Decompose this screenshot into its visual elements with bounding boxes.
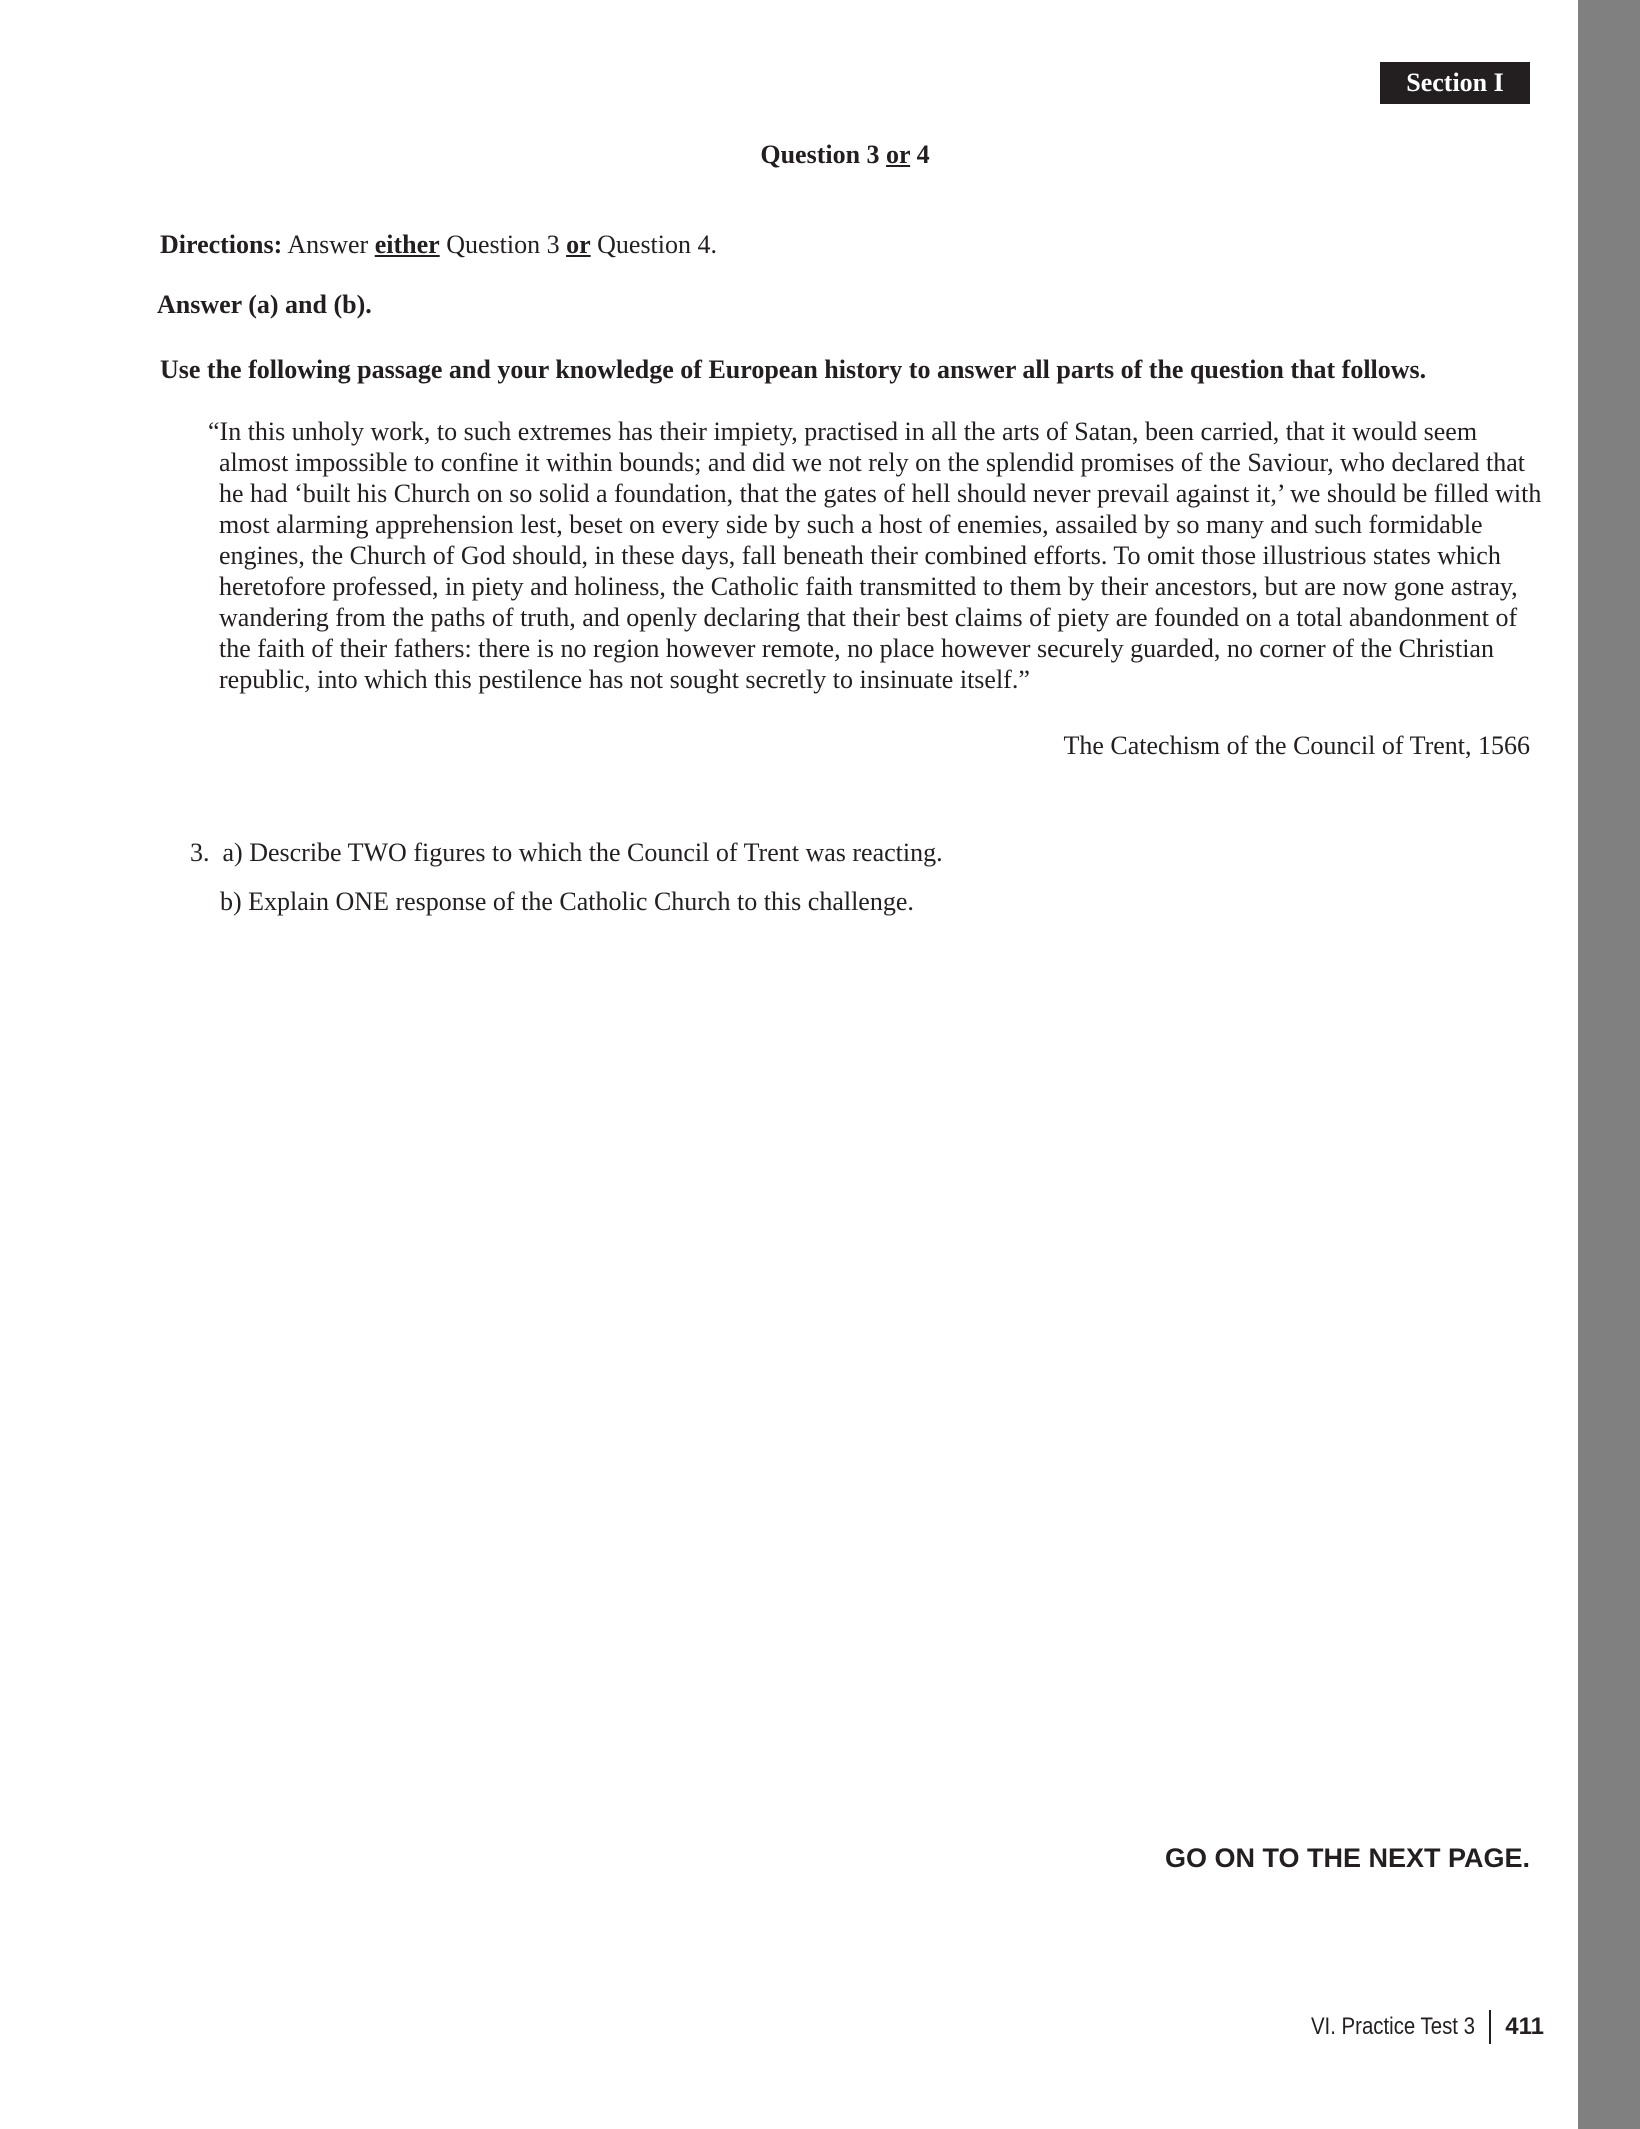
directions-either: either — [374, 230, 440, 259]
question-part-b: b) Explain ONE response of the Catholic Church to this challenge. — [220, 887, 914, 916]
question-title-or: or — [886, 140, 911, 169]
footer-divider — [1489, 2010, 1491, 2044]
directions-label: Directions: — [160, 230, 283, 259]
directions-or: or — [566, 230, 591, 259]
directions-text3: Question 4. — [590, 230, 718, 259]
passage-quote: “In this unholy work, to such extremes has their impiety, practised in all the arts of Satan, been carried, that it would seem almost impossible to confine it within bounds; and did we not rely on the splendid promises of the Saviour, who declared that he had ‘built his Church on so solid a foundation, that the gates of hell should never prevail against it,’ we should be filled with most alarming apprehension lest, beset on every side by such a host of enemies, assailed by so many and such formidable engines, the Church of God should, in these days, fall beneath their combined efforts. To omit those illustrious states which heretofore professed, in piety and holiness, the Catholic faith transmitted to them by their ancestors, but are now gone astray, wandering from the paths of truth, and openly declaring that their best claims of piety are founded on a total abandonment of the faith of their fathers: there is no region however remote, no place however securely guarded, no corner of the Christian republic, into which this pestilence has not sought secretly to insinuate itself.” — [208, 417, 1542, 694]
page-number: 411 — [1505, 2013, 1544, 2040]
go-on-notice: GO ON TO THE NEXT PAGE. — [1164, 1843, 1530, 1873]
answer-instruction: Answer (a) and (b). — [157, 290, 372, 319]
directions-text1: Answer — [282, 230, 375, 259]
footer-chapter-label: VI. Practice Test 3 — [1311, 2013, 1476, 2040]
directions — [160, 230, 717, 260]
question-title — [0, 140, 1640, 170]
question-part-a: a) Describe TWO figures to which the Council of Trent was reacting. — [222, 838, 943, 867]
passage-source: The Catechism of the Council of Trent, 1566 — [1063, 731, 1530, 760]
page-edge-band — [1578, 0, 1640, 2129]
directions-text2: Question 3 — [439, 230, 567, 259]
question-number: 3. — [190, 838, 210, 867]
question-3a — [190, 838, 943, 868]
question-title-part2: 4 — [910, 140, 930, 169]
question-title-part1: Question 3 — [760, 140, 887, 169]
page-footer — [1282, 2010, 1544, 2044]
passage-instruction: Use the following passage and your knowledge of European history to answer all parts of the question that follows. — [160, 355, 1427, 384]
section-badge: Section I — [1380, 62, 1530, 104]
